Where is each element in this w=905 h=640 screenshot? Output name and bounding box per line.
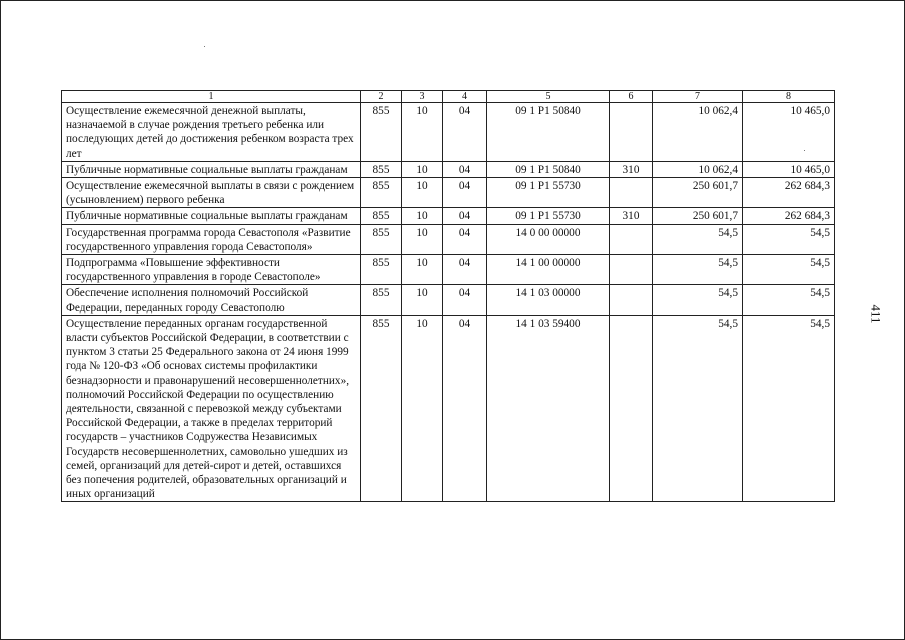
row-amount-year1: 10 062,4	[653, 103, 743, 162]
row-section-code: 10	[402, 255, 443, 285]
row-amount-year2: 262 684,3	[743, 178, 835, 208]
row-name: Осуществление переданных органам государственной власти субъектов Российской Федерации, в соответствии с пунктом 3 статьи 25 Федерального закона от 24 июня 1999 года № 120-ФЗ «Об основах системы профилактики безнадзорности и правонарушений несовершеннолетних», полномочий Российской Федерации по осуществлению деятельности, связанной с перевозкой между субъектами Российской Федерации, а также в пределах территорий государств – участников Содружества Независимых Государств несовершеннолетних, самовольно ушедших из семей, организаций для детей-сирот и детей, оставшихся без попечения родителей, образовательных организаций и иных организаций	[62, 315, 361, 502]
row-amount-year1: 250 601,7	[653, 178, 743, 208]
table-row	[62, 315, 835, 502]
row-amount-year2: 262 684,3	[743, 208, 835, 224]
header-cell: 2	[361, 91, 402, 103]
row-amount-year2: 54,5	[743, 255, 835, 285]
header-cell: 5	[487, 91, 610, 103]
table-row	[62, 161, 835, 177]
row-name: Обеспечение исполнения полномочий Российской Федерации, переданных городу Севастополю	[62, 285, 361, 315]
row-amount-year1: 10 062,4	[653, 161, 743, 177]
header-cell: 7	[653, 91, 743, 103]
row-subsection-code: 04	[443, 224, 487, 254]
row-section-code: 10	[402, 285, 443, 315]
row-section-code: 10	[402, 208, 443, 224]
header-cell: 4	[443, 91, 487, 103]
row-expense-type	[610, 255, 653, 285]
row-name: Осуществление ежемесячной выплаты в связи с рождением (усыновлением) первого ребенка	[62, 178, 361, 208]
row-name: Государственная программа города Севастополя «Развитие государственного управления города Севастополя»	[62, 224, 361, 254]
row-ministry-code: 855	[361, 208, 402, 224]
header-cell: 1	[62, 91, 361, 103]
row-target-code: 09 1 Р1 55730	[487, 178, 610, 208]
row-name: Публичные нормативные социальные выплаты гражданам	[62, 161, 361, 177]
row-name: Публичные нормативные социальные выплаты гражданам	[62, 208, 361, 224]
row-subsection-code: 04	[443, 255, 487, 285]
row-ministry-code: 855	[361, 178, 402, 208]
header-row	[62, 91, 835, 103]
row-subsection-code: 04	[443, 208, 487, 224]
row-amount-year1: 54,5	[653, 315, 743, 502]
row-target-code: 09 1 Р1 50840	[487, 161, 610, 177]
row-ministry-code: 855	[361, 103, 402, 162]
table-row	[62, 255, 835, 285]
header-cell: 8	[743, 91, 835, 103]
row-section-code: 10	[402, 103, 443, 162]
row-ministry-code: 855	[361, 255, 402, 285]
row-target-code: 14 1 00 00000	[487, 255, 610, 285]
row-amount-year1: 54,5	[653, 285, 743, 315]
row-target-code: 14 0 00 00000	[487, 224, 610, 254]
row-ministry-code: 855	[361, 161, 402, 177]
row-amount-year1: 54,5	[653, 255, 743, 285]
row-amount-year2: 10 465,0	[743, 103, 835, 162]
row-target-code: 09 1 Р1 50840	[487, 103, 610, 162]
row-subsection-code: 04	[443, 161, 487, 177]
row-name: Подпрограмма «Повышение эффективности государственного управления в городе Севастополе»	[62, 255, 361, 285]
row-expense-type	[610, 224, 653, 254]
row-expense-type	[610, 285, 653, 315]
row-subsection-code: 04	[443, 178, 487, 208]
budget-table	[61, 90, 835, 502]
row-expense-type	[610, 315, 653, 502]
row-expense-type: 310	[610, 208, 653, 224]
table-row	[62, 285, 835, 315]
row-target-code: 09 1 Р1 55730	[487, 208, 610, 224]
row-name: Осуществление ежемесячной денежной выплаты, назначаемой в случае рождения третьего ребенка или последующих детей до достижения ребенком возраста трех лет	[62, 103, 361, 162]
table-row	[62, 208, 835, 224]
row-subsection-code: 04	[443, 103, 487, 162]
row-subsection-code: 04	[443, 315, 487, 502]
row-section-code: 10	[402, 161, 443, 177]
row-target-code: 14 1 03 59400	[487, 315, 610, 502]
row-target-code: 14 1 03 00000	[487, 285, 610, 315]
row-section-code: 10	[402, 224, 443, 254]
row-amount-year2: 54,5	[743, 224, 835, 254]
scan-speck	[204, 46, 205, 47]
row-expense-type: 310	[610, 161, 653, 177]
row-expense-type	[610, 103, 653, 162]
row-expense-type	[610, 178, 653, 208]
row-section-code: 10	[402, 178, 443, 208]
row-subsection-code: 04	[443, 285, 487, 315]
table-row	[62, 224, 835, 254]
table-row	[62, 178, 835, 208]
row-section-code: 10	[402, 315, 443, 502]
row-amount-year2: 54,5	[743, 285, 835, 315]
row-amount-year2: 54,5	[743, 315, 835, 502]
header-cell: 3	[402, 91, 443, 103]
table-row	[62, 103, 835, 162]
row-ministry-code: 855	[361, 224, 402, 254]
row-amount-year1: 250 601,7	[653, 208, 743, 224]
page-number: 411	[868, 304, 884, 324]
row-amount-year1: 54,5	[653, 224, 743, 254]
header-cell: 6	[610, 91, 653, 103]
row-ministry-code: 855	[361, 285, 402, 315]
row-ministry-code: 855	[361, 315, 402, 502]
row-amount-year2: 10 465,0	[743, 161, 835, 177]
